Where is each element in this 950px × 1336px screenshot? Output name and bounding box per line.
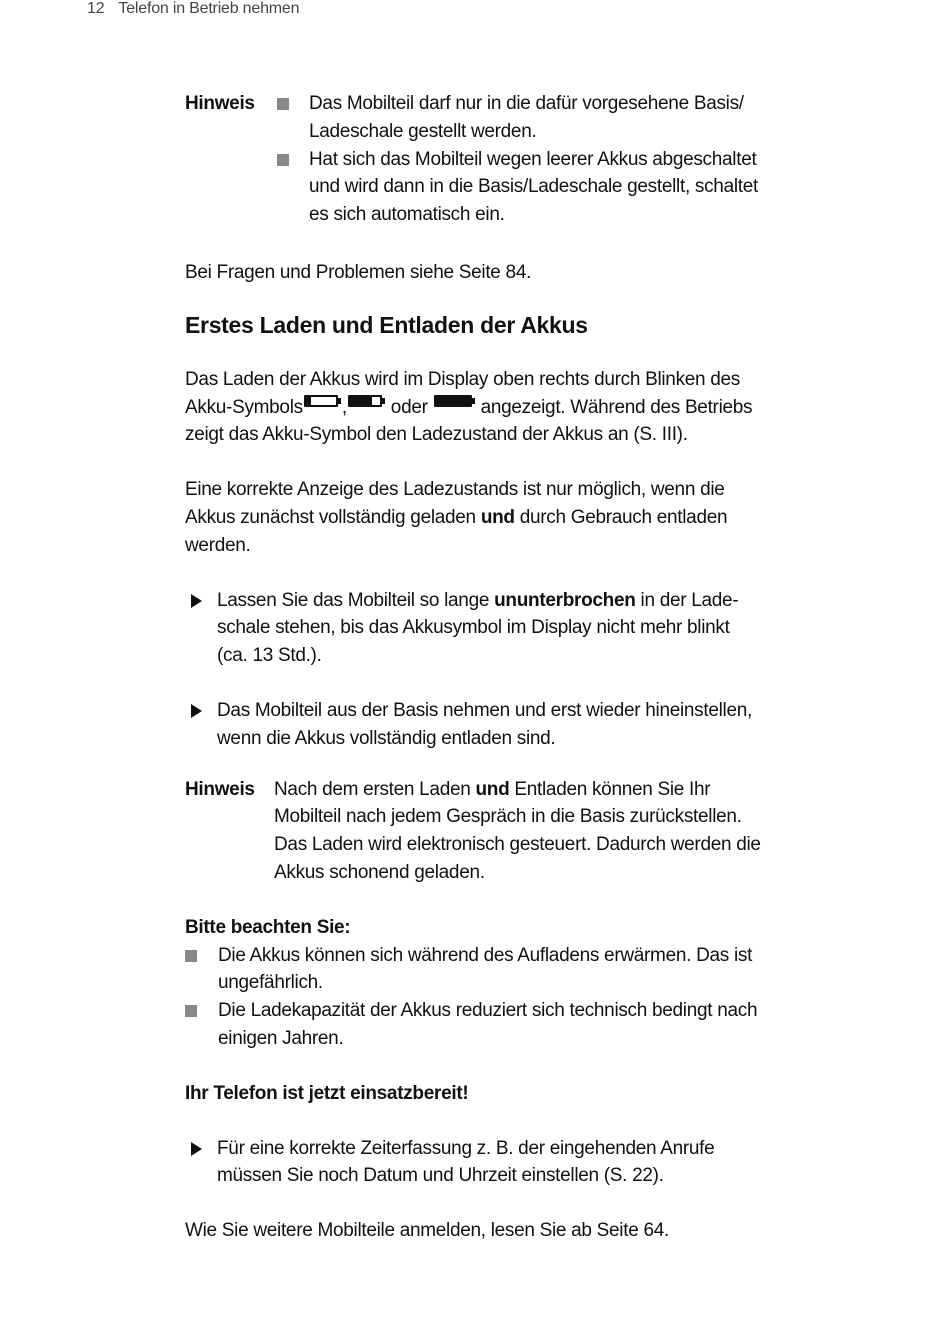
list-item: Das Mobilteil darf nur in die dafür vorgesehene Basis/ Ladeschale gestellt werden.	[277, 90, 765, 146]
list-item: Die Akkus können sich während des Aufladens erwärmen. Das ist ungefährlich.	[185, 942, 765, 998]
note-list	[277, 90, 765, 229]
paragraph-display: Eine korrekte Anzeige des Ladezustands ist nur möglich, wenn die Akkus zunächst vollständig geladen und durch Gebrauch entladen werden.	[185, 479, 728, 556]
ready-text: Ihr Telefon ist jetzt einsatzbereit!	[185, 1082, 469, 1104]
list-item: Hat sich das Mobilteil wegen leerer Akkus abgeschaltet und wird dann in die Basis/Ladeschale gestellt, schaltet es sich automatisch ein.	[277, 146, 765, 229]
instruction-step: Für eine korrekte Zeiterfassung z. B. der eingehenden Anrufe müssen Sie noch Datum und Uhrzeit einstellen (S. 22).	[185, 1135, 765, 1191]
arrow-bullet-icon	[191, 1142, 202, 1156]
arrow-bullet-icon	[191, 704, 202, 718]
square-bullet-icon	[277, 98, 289, 110]
notice-list	[185, 942, 765, 1053]
arrow-bullet-icon	[191, 594, 202, 608]
list-item: Die Ladekapazität der Akkus reduziert sich technisch bedingt nach einigen Jahren.	[185, 997, 765, 1053]
footer-text: Wie Sie weitere Mobilteile anmelden, lesen Sie ab Seite 64.	[185, 1220, 669, 1242]
note-box: Hinweis Nach dem ersten Laden und Entladen können Sie Ihr Mobilteil nach jedem Gespräch in die Basis zurückstellen. Das Laden wird elektronisch gesteuert. Dadurch werden die Akkus schonend geladen.	[185, 776, 765, 887]
square-bullet-icon	[277, 154, 289, 166]
chapter-title: Telefon in Betrieb nehmen	[118, 0, 300, 17]
section-heading: Erstes Laden und Entladen der Akkus	[185, 311, 588, 338]
instruction-step: Das Mobilteil aus der Basis nehmen und erst wieder hineinstellen, wenn die Akkus vollständig entladen sind.	[185, 697, 765, 753]
instruction-step: Lassen Sie das Mobilteil so lange ununterbrochen in der Ladeschale stehen, bis das Akkusymbol im Display nicht mehr blinkt (ca. 13 Std.).	[185, 587, 765, 670]
page-number: 12	[87, 0, 105, 17]
note-label: Hinweis	[185, 93, 255, 114]
paragraph-charging: Das Laden der Akkus wird im Display oben rechts durch Blinken des Akku-Symbols , oder angezeigt. Während des Betriebs zeigt das Akku-Symbol den Ladezustand der Akkus an (S. III).	[185, 368, 753, 446]
square-bullet-icon	[185, 950, 197, 962]
note-box	[185, 90, 765, 229]
square-bullet-icon	[185, 1005, 197, 1017]
page-content	[185, 90, 765, 1245]
help-text: Bei Fragen und Problemen siehe Seite 84.	[185, 261, 532, 283]
battery-full-icon	[434, 395, 475, 407]
note-label: Hinweis	[185, 778, 255, 800]
battery-medium-icon	[348, 395, 385, 407]
battery-low-icon	[304, 395, 341, 407]
notice-title: Bitte beachten Sie:	[185, 916, 351, 938]
page-header	[87, 0, 299, 18]
